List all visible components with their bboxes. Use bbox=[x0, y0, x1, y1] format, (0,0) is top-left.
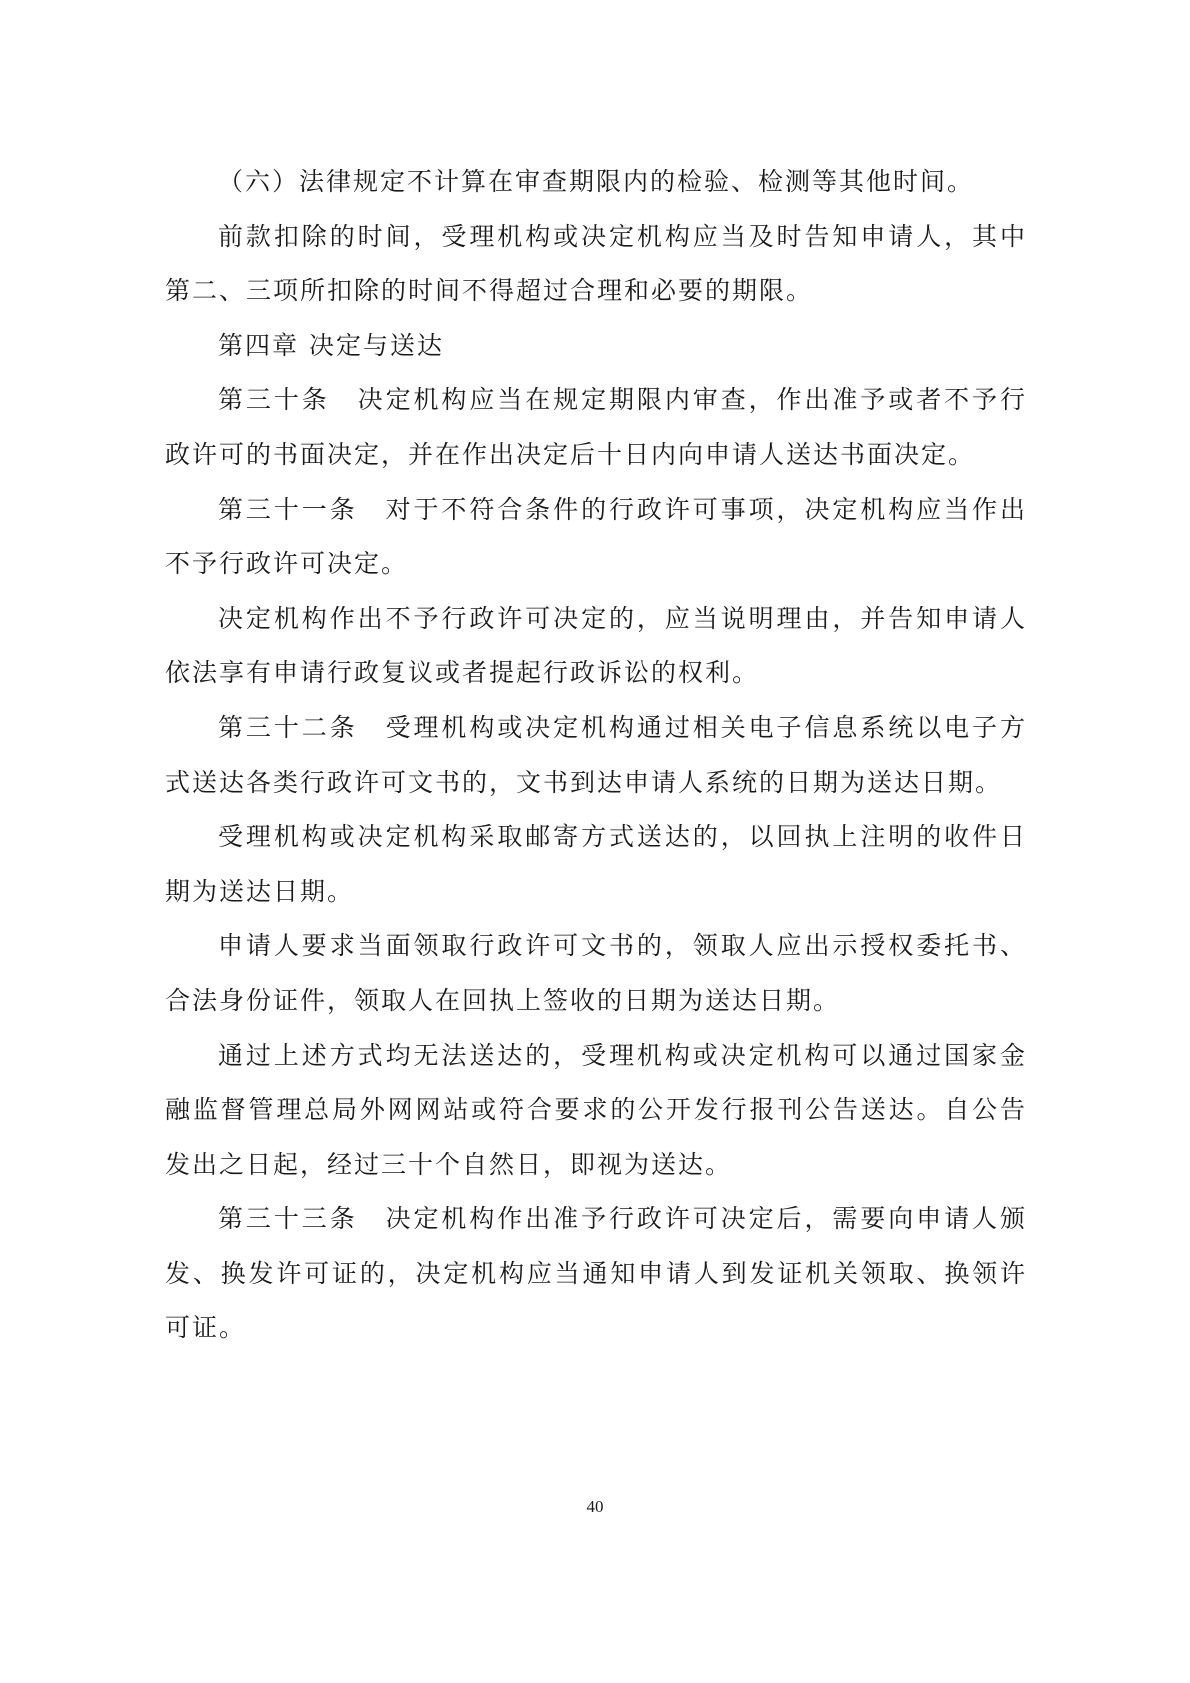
paragraph-mail-delivery: 受理机构或决定机构采取邮寄方式送达的，以回执上注明的收件日期为送达日期。 bbox=[165, 822, 1027, 906]
page-number: 40 bbox=[586, 1497, 604, 1516]
paragraph-refusal-reason: 决定机构作出不予行政许可决定的，应当说明理由，并告知申请人依法享有申请行政复议或者提起行政诉讼的权利。 bbox=[165, 603, 1027, 688]
article-32: 第三十二条 受理机构或决定机构通过相关电子信息系统以电子方式送达各类行政许可文书的，文书到达申请人系统的日期为送达日期。 bbox=[165, 712, 1027, 797]
paragraph-deduction-notice: 前款扣除的时间，受理机构或决定机构应当及时告知申请人，其中第二、三项所扣除的时间不得超过合理和必要的期限。 bbox=[165, 221, 1027, 306]
article-33: 第三十三条 决定机构作出准予行政许可决定后，需要向申请人颁发、换发许可证的，决定机构应当通知申请人到发证机关领取、换领许可证。 bbox=[165, 1204, 1027, 1343]
paragraph-public-notice: 通过上述方式均无法送达的，受理机构或决定机构可以通过国家金融监督管理总局外网网站或符合要求的公开发行报刊公告送达。自公告发出之日起，经过三十个自然日，即视为送达。 bbox=[165, 1040, 1027, 1179]
article-31: 第三十一条 对于不符合条件的行政许可事项，决定机构应当作出不予行政许可决定。 bbox=[165, 494, 1027, 579]
article-30: 第三十条 决定机构应当在规定期限内审查，作出准予或者不予行政许可的书面决定，并在作出决定后十日内向申请人送达书面决定。 bbox=[165, 385, 1027, 469]
chapter-heading: 第四章 决定与送达 bbox=[218, 330, 444, 360]
paragraph-item-6: （六）法律规定不计算在审查期限内的检验、检测等其他时间。 bbox=[218, 167, 975, 196]
document-body bbox=[165, 155, 1027, 1356]
paragraph-in-person-pickup: 申请人要求当面领取行政许可文书的，领取人应出示授权委托书、合法身份证件，领取人在回执上签收的日期为送达日期。 bbox=[165, 931, 1027, 1015]
